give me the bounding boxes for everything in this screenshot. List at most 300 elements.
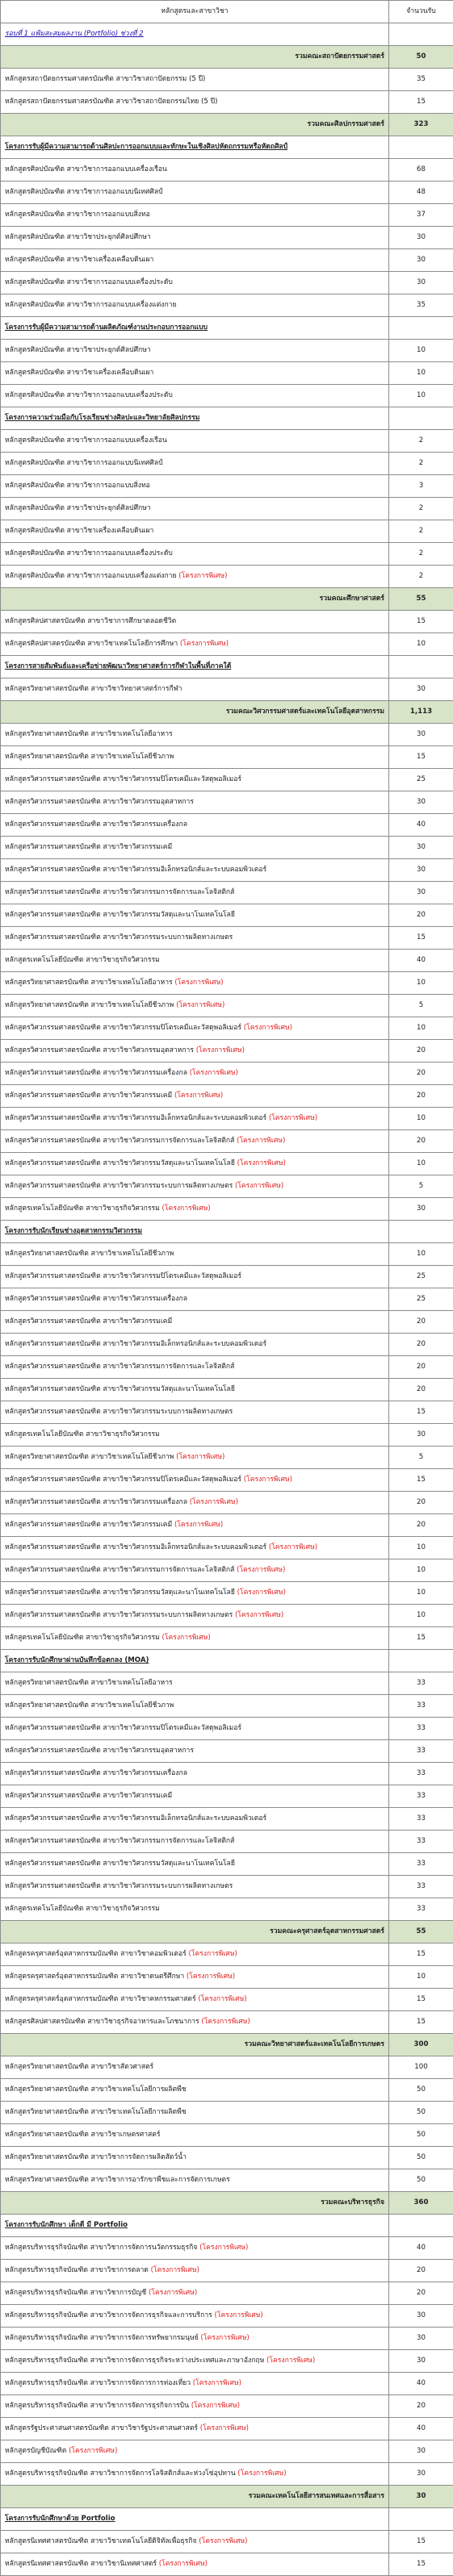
program-cell (1, 1175, 389, 1198)
seats-cell: 30 (389, 837, 453, 859)
seats-cell: 40 (389, 2418, 453, 2440)
seats-cell: 48 (389, 182, 453, 204)
special-project-tag: (โครงการพิเศษ) (162, 1204, 211, 1213)
program-name: หลักสูตรวิศวกรรมศาสตรบัณฑิต สาขาวิชาวิศวกรรมอุตสาหการ (5, 1747, 194, 1755)
table-row (1, 1627, 453, 1650)
program-cell (1, 407, 389, 430)
seats-cell: 30 (389, 2463, 453, 2486)
table-body (1, 23, 453, 2576)
seats-cell: 10 (389, 1559, 453, 1582)
program-name: หลักสูตรวิศวกรรมศาสตรบัณฑิต สาขาวิชาวิศวกรรมวัสดุและนาโนเทคโนโลยี (5, 1385, 235, 1393)
table-row (1, 1198, 453, 1221)
table-row (1, 520, 453, 543)
program-cell (1, 1943, 389, 1966)
program-name: หลักสูตรศิลปบัณฑิต สาขาวิชาประยุกต์ศิลปศึกษา (5, 504, 151, 512)
program-name: หลักสูตรนิเทศศาสตรบัณฑิต สาขาวิชานิเทศศาสตร์ (5, 2560, 157, 2568)
program-cell (1, 972, 389, 995)
table-row (1, 1785, 453, 1808)
section-header-row (1, 1650, 453, 1672)
program-cell (1, 1469, 389, 1492)
program-cell (1, 1876, 389, 1898)
program-name: หลักสูตรศิลปบัณฑิต สาขาวิชาการออกแบบเครื่องประดับ (5, 549, 173, 557)
program-name: หลักสูตรวิทยาศาสตรบัณฑิต สาขาวิชาเทคโนโลยีชีวภาพ (5, 1001, 174, 1009)
program-cell (1, 2418, 389, 2440)
seats-cell (389, 23, 453, 46)
special-project-tag: (โครงการพิเศษ) (244, 1476, 292, 1484)
table-row (1, 950, 453, 972)
program-cell (1, 2079, 389, 2102)
program-cell (1, 2102, 389, 2124)
seats-cell: 30 (389, 227, 453, 249)
special-project-tag: (โครงการพิเศษ) (269, 1114, 317, 1122)
program-name: หลักสูตรวิศวกรรมศาสตรบัณฑิต สาขาวิชาวิศวกรรมระบบการผลิตทางเกษตร (5, 1182, 233, 1190)
program-name: โครงการรับผู้มีความสามารถด้านศิลปะการออกแบบและทักษะในเชิงศิลปหัตถกรรมหรือหัตถศิลป์ (5, 143, 287, 151)
program-name: หลักสูตรรัฐประศาสนศาสตรบัณฑิต สาขาวิชารัฐประศาสนศาสตร์ (5, 2424, 198, 2432)
special-project-tag: (โครงการพิเศษ) (162, 1634, 211, 1642)
seats-cell (389, 317, 453, 340)
program-cell (1, 182, 389, 204)
seats-cell: 20 (389, 2395, 453, 2418)
program-cell (1, 2011, 389, 2034)
table-row (1, 882, 453, 904)
program-name: หลักสูตรสถาปัตยกรรมศาสตรบัณฑิต สาขาวิชาสถาปัตยกรรมไทย (5 ปี) (5, 98, 217, 106)
seats-cell: 37 (389, 204, 453, 227)
special-project-tag: (โครงการพิเศษ) (159, 2560, 208, 2568)
table-row (1, 2418, 453, 2440)
seats-cell: 30 (389, 2305, 453, 2328)
program-name: หลักสูตรศิลปบัณฑิต สาขาวิชาประยุกต์ศิลปศึกษา (5, 346, 151, 354)
program-name: หลักสูตรศิลปบัณฑิต สาขาวิชาการออกแบบนิเทศศิลป์ (5, 188, 163, 196)
table-row (1, 453, 453, 475)
special-project-tag: (โครงการพิเศษ) (180, 640, 229, 648)
special-project-tag: (โครงการพิเศษ) (151, 2266, 199, 2274)
program-cell (1, 91, 389, 114)
program-name: หลักสูตรบริหารธุรกิจบัณฑิต สาขาวิชาการจัดการนวัตกรรมธุรกิจ (5, 2244, 197, 2252)
program-name: โครงการรับผู้มีความสามารถด้านผลิตภัณฑ์งานประกอบการออกแบบ (5, 324, 208, 332)
special-project-tag: (โครงการพิเศษ) (237, 2470, 286, 2478)
section-header-row (1, 407, 453, 430)
program-name: หลักสูตรนิเทศศาสตรบัณฑิต สาขาวิชาเทคโนโลยีดิจิทัลเพื่อธุรกิจ (5, 2537, 197, 2545)
section-header-row (1, 2508, 453, 2531)
program-cell (1, 701, 389, 724)
program-name: หลักสูตรบริหารธุรกิจบัณฑิต สาขาวิชาการจัดการธุรกิจและการบริการ (5, 2311, 212, 2319)
program-cell (1, 2034, 389, 2056)
program-cell (1, 1672, 389, 1695)
program-name: หลักสูตรวิศวกรรมศาสตรบัณฑิต สาขาวิชาวิศวกรรมอุตสาหการ (5, 1046, 194, 1054)
program-name: โครงการความร่วมมือกับโรงเรียนช่างศิลปะและวิทยาลัยศิลปกรรม (5, 414, 199, 422)
program-name: หลักสูตรวิทยาศาสตรบัณฑิต สาขาวิชาเทคโนโลยีอาหาร (5, 730, 173, 738)
seats-cell (389, 407, 453, 430)
program-cell (1, 1221, 389, 1243)
seats-cell: 30 (389, 882, 453, 904)
program-cell (1, 1718, 389, 1740)
special-project-tag: (โครงการพิเศษ) (198, 1995, 246, 2003)
program-cell (1, 1040, 389, 1063)
program-cell (1, 1130, 389, 1153)
table-row (1, 1424, 453, 1447)
table-row (1, 678, 453, 701)
program-cell (1, 2215, 389, 2237)
table-row (1, 1130, 453, 1153)
seats-cell: 2 (389, 453, 453, 475)
program-cell (1, 1424, 389, 1447)
program-name: หลักสูตรวิศวกรรมศาสตรบัณฑิต สาขาวิชาวิศวกรรมเคมี (5, 1521, 172, 1529)
seats-cell: 20 (389, 1130, 453, 1153)
program-cell (1, 1288, 389, 1311)
seats-cell: 15 (389, 927, 453, 950)
program-name: หลักสูตรวิศวกรรมศาสตรบัณฑิต สาขาวิชาวิศวกรรมเคมี (5, 1092, 172, 1100)
program-cell (1, 678, 389, 701)
program-cell (1, 317, 389, 340)
program-cell (1, 995, 389, 1017)
faculty-total-seats: 55 (389, 1921, 453, 1943)
program-name: หลักสูตรวิศวกรรมศาสตรบัณฑิต สาขาวิชาวิศวกรรมการจัดการและโลจิสติกส์ (5, 1137, 234, 1145)
program-name: หลักสูตรศิลปบัณฑิต สาขาวิชาการออกแบบเครื่องประดับ (5, 278, 173, 286)
seats-cell: 33 (389, 1853, 453, 1876)
faculty-total-row (1, 701, 453, 724)
program-cell (1, 814, 389, 837)
program-cell (1, 2237, 389, 2260)
faculty-total-seats: 55 (389, 588, 453, 611)
table-row (1, 1447, 453, 1469)
program-cell (1, 430, 389, 453)
faculty-total-row (1, 2034, 453, 2056)
program-name: หลักสูตรวิทยาศาสตรบัณฑิต สาขาวิชาเทคโนโลยีการผลิตพืช (5, 2085, 187, 2094)
program-name: หลักสูตรเทคโนโลยีบัณฑิต สาขาวิชาธุรกิจวิศวกรรม (5, 1430, 160, 1438)
program-cell (1, 1311, 389, 1334)
program-cell (1, 294, 389, 317)
program-cell (1, 1514, 389, 1537)
seats-cell: 30 (389, 1424, 453, 1447)
seats-cell (389, 2215, 453, 2237)
program-cell (1, 2440, 389, 2463)
special-project-tag: (โครงการพิเศษ) (178, 572, 227, 580)
program-cell (1, 2508, 389, 2531)
table-row (1, 1266, 453, 1288)
table-row (1, 182, 453, 204)
program-name: หลักสูตรวิทยาศาสตรบัณฑิต สาขาวิชาวิทยาศาสตร์การกีฬา (5, 685, 182, 693)
program-cell (1, 837, 389, 859)
program-name: หลักสูตรบัญชีบัณฑิต (5, 2447, 66, 2455)
program-cell (1, 520, 389, 543)
seats-cell: 20 (389, 1514, 453, 1537)
faculty-total-seats: 30 (389, 2486, 453, 2508)
program-name: หลักสูตรวิศวกรรมศาสตรบัณฑิต สาขาวิชาวิศวกรรมวัสดุและนาโนเทคโนโลยี (5, 911, 235, 919)
table-row (1, 859, 453, 882)
special-project-tag: (โครงการพิเศษ) (193, 2379, 241, 2387)
program-name: หลักสูตรวิศวกรรมศาสตรบัณฑิต สาขาวิชาวิศวกรรมเครื่องกล (5, 1769, 187, 1777)
seats-cell: 15 (389, 91, 453, 114)
program-cell (1, 746, 389, 769)
program-name: หลักสูตรศิลปศาสตรบัณฑิต สาขาวิชาธุรกิจอาหารและโภชนาการ (5, 2018, 199, 2026)
table-row (1, 498, 453, 520)
special-project-tag: (โครงการพิเศษ) (237, 1159, 286, 1167)
faculty-total-row (1, 1921, 453, 1943)
program-name: รวมคณะครุศาสตร์อุตสาหกรรมศาสตร์ (270, 1927, 384, 1935)
program-name: หลักสูตรวิศวกรรมศาสตรบัณฑิต สาขาวิชาวิศวกรรมอิเล็กทรอนิกส์และระบบคอมพิวเตอร์ (5, 1543, 266, 1551)
program-cell (1, 340, 389, 362)
section-header-row (1, 317, 453, 340)
seats-cell: 68 (389, 159, 453, 182)
program-cell (1, 2305, 389, 2328)
table-row (1, 724, 453, 746)
table-row (1, 2147, 453, 2169)
program-cell (1, 904, 389, 927)
seats-cell: 10 (389, 972, 453, 995)
program-cell (1, 136, 389, 159)
program-name: หลักสูตรวิทยาศาสตรบัณฑิต สาขาวิชาเทคโนโลยีอาหาร (5, 1679, 173, 1687)
program-name: หลักสูตรวิศวกรรมศาสตรบัณฑิต สาขาวิชาวิศวกรรมการจัดการและโลจิสติกส์ (5, 1837, 234, 1845)
seats-cell: 10 (389, 362, 453, 385)
section-header-row (1, 136, 453, 159)
special-project-tag: (โครงการพิเศษ) (266, 2357, 315, 2365)
program-column-header: หลักสูตรและสาขาวิชา (1, 1, 389, 23)
special-project-tag: (โครงการพิเศษ) (244, 1024, 292, 1032)
seats-cell: 50 (389, 2169, 453, 2192)
program-name: หลักสูตรวิทยาศาสตรบัณฑิต สาขาวิชาการอารักขาพืชและการจัดการเกษตร (5, 2176, 230, 2184)
program-cell (1, 2124, 389, 2147)
program-name: รวมคณะศึกษาศาสตร์ (320, 595, 384, 603)
seats-cell: 30 (389, 791, 453, 814)
seats-cell: 33 (389, 1740, 453, 1763)
program-name: หลักสูตรวิศวกรรมศาสตรบัณฑิต สาขาวิชาวิศวกรรมเคมี (5, 1317, 172, 1326)
table-row (1, 1311, 453, 1334)
faculty-total-seats: 1,113 (389, 701, 453, 724)
program-name: โครงการสายสัมพันธ์และเครือข่ายพัฒนาวิทยาศาสตร์การกีฬาในพื้นที่ภาคใต้ (5, 662, 231, 670)
program-cell (1, 1447, 389, 1469)
seats-cell: 33 (389, 1695, 453, 1718)
seats-cell: 35 (389, 69, 453, 91)
table-row (1, 1831, 453, 1853)
program-cell (1, 1379, 389, 1401)
program-name: หลักสูตรบริหารธุรกิจบัณฑิต สาขาวิชาการจัดการธุรกิจระหว่างประเทศและภาษาอังกฤษ (5, 2357, 264, 2365)
table-row (1, 1514, 453, 1537)
seats-cell: 20 (389, 1063, 453, 1085)
seats-cell: 10 (389, 1108, 453, 1130)
table-row (1, 1718, 453, 1740)
program-cell (1, 2282, 389, 2305)
table-row (1, 1175, 453, 1198)
program-name: หลักสูตรวิทยาศาสตรบัณฑิต สาขาวิชาเกษตรศาสตร์ (5, 2131, 161, 2139)
program-name: หลักสูตรวิศวกรรมศาสตรบัณฑิต สาขาวิชาวิศวกรรมเครื่องกล (5, 1498, 187, 1506)
program-name: หลักสูตรวิศวกรรมศาสตรบัณฑิต สาขาวิชาวิศวกรรมเคมี (5, 1792, 172, 1800)
table-row (1, 1063, 453, 1085)
table-row (1, 1695, 453, 1718)
program-name: หลักสูตรวิศวกรรมศาสตรบัณฑิต สาขาวิชาวิศวกรรมวัสดุและนาโนเทคโนโลยี (5, 1159, 235, 1167)
special-project-tag: (โครงการพิเศษ) (235, 1611, 283, 1619)
faculty-total-row (1, 114, 453, 136)
seats-cell: 33 (389, 1718, 453, 1740)
program-name: หลักสูตรศิลปบัณฑิต สาขาวิชาเครื่องเคลือบดินเผา (5, 369, 153, 377)
seats-cell: 20 (389, 2260, 453, 2282)
program-cell (1, 611, 389, 633)
table-row (1, 475, 453, 498)
program-cell (1, 1537, 389, 1559)
special-project-tag: (โครงการพิเศษ) (237, 1137, 285, 1145)
seats-cell: 15 (389, 2553, 453, 2576)
program-cell (1, 1153, 389, 1175)
section-header-row (1, 1221, 453, 1243)
special-project-tag: (โครงการพิเศษ) (237, 1589, 286, 1597)
seats-cell: 50 (389, 2147, 453, 2169)
table-row (1, 362, 453, 385)
table-row (1, 769, 453, 791)
program-cell (1, 566, 389, 588)
program-name: หลักสูตรวิศวกรรมศาสตรบัณฑิต สาขาวิชาวิศวกรรมอิเล็กทรอนิกส์และระบบคอมพิวเตอร์ (5, 1114, 266, 1122)
program-cell (1, 2350, 389, 2373)
table-row (1, 2282, 453, 2305)
program-name: หลักสูตรศิลปบัณฑิต สาขาวิชาเครื่องเคลือบดินเผา (5, 256, 153, 264)
program-name: หลักสูตรวิทยาศาสตรบัณฑิต สาขาวิชาเทคโนโลยีอาหาร (5, 979, 173, 987)
seats-cell: 33 (389, 1672, 453, 1695)
seats-cell: 50 (389, 2079, 453, 2102)
table-row (1, 1989, 453, 2011)
table-row (1, 1492, 453, 1514)
program-name: หลักสูตรวิศวกรรมศาสตรบัณฑิต สาขาวิชาวิศวกรรมปิโตรเคมีและวัสดุพอลิเมอร์ (5, 775, 241, 783)
faculty-total-row (1, 588, 453, 611)
program-name: หลักสูตรวิศวกรรมศาสตรบัณฑิต สาขาวิชาวิศวกรรมวัสดุและนาโนเทคโนโลยี (5, 1860, 235, 1868)
table-row (1, 904, 453, 927)
table-row (1, 1740, 453, 1763)
seats-cell: 10 (389, 633, 453, 656)
table-row (1, 1898, 453, 1921)
seats-cell: 2 (389, 498, 453, 520)
program-name: หลักสูตรวิทยาศาสตรบัณฑิต สาขาวิชาเทคโนโลยีชีวภาพ (5, 1453, 174, 1461)
seats-cell: 15 (389, 1989, 453, 2011)
seats-cell: 15 (389, 1943, 453, 1966)
seats-cell: 20 (389, 904, 453, 927)
seats-cell: 50 (389, 2102, 453, 2124)
faculty-total-row (1, 46, 453, 69)
section-header-row (1, 2215, 453, 2237)
program-name: หลักสูตรวิทยาศาสตรบัณฑิต สาขาวิชาสัตวศาสตร์ (5, 2063, 153, 2071)
table-row (1, 2124, 453, 2147)
table-row (1, 2260, 453, 2282)
seats-cell: 15 (389, 2531, 453, 2553)
seats-cell: 30 (389, 859, 453, 882)
program-cell (1, 950, 389, 972)
seats-cell: 10 (389, 1017, 453, 1040)
table-row (1, 2079, 453, 2102)
table-row (1, 1401, 453, 1424)
program-cell (1, 1989, 389, 2011)
round-link-row (1, 23, 453, 46)
program-name: หลักสูตรวิศวกรรมศาสตรบัณฑิต สาขาวิชาวิศวกรรมปิโตรเคมีและวัสดุพอลิเมอร์ (5, 1724, 241, 1732)
program-cell (1, 1017, 389, 1040)
table-row (1, 1605, 453, 1627)
seats-cell: 15 (389, 1627, 453, 1650)
program-name: หลักสูตรวิทยาศาสตรบัณฑิต สาขาวิชาเทคโนโลยีชีวภาพ (5, 753, 174, 761)
program-name: หลักสูตรศิลปบัณฑิต สาขาวิชาการออกแบบเครื่องเรือน (5, 165, 167, 173)
seats-cell: 5 (389, 995, 453, 1017)
program-cell (1, 1763, 389, 1785)
program-name: หลักสูตรบริหารธุรกิจบัณฑิต สาขาวิชาการจัดการทรัพยากรมนุษย์ (5, 2334, 199, 2342)
program-cell (1, 362, 389, 385)
seats-cell: 15 (389, 611, 453, 633)
program-name: หลักสูตรวิศวกรรมศาสตรบัณฑิต สาขาวิชาวิศวกรรมเครื่องกล (5, 820, 187, 829)
special-project-tag: (โครงการพิเศษ) (188, 1950, 237, 1958)
seats-cell: 20 (389, 1334, 453, 1356)
table-row (1, 272, 453, 294)
program-cell (1, 2373, 389, 2395)
program-name: โครงการรับนักศึกษา เด็กดี มี Portfolio (5, 2221, 128, 2229)
program-cell (1, 1627, 389, 1650)
program-name: หลักสูตรบริหารธุรกิจบัณฑิต สาขาวิชาการตลาด (5, 2266, 149, 2274)
table-row (1, 2056, 453, 2079)
program-cell (1, 1492, 389, 1514)
seats-cell: 20 (389, 1379, 453, 1401)
table-header-row (1, 1, 453, 23)
program-cell (1, 1808, 389, 1831)
program-cell (1, 1401, 389, 1424)
table-row (1, 2169, 453, 2192)
special-project-tag: (โครงการพิเศษ) (69, 2447, 117, 2455)
table-row (1, 204, 453, 227)
seats-cell: 3 (389, 475, 453, 498)
seats-cell: 20 (389, 2282, 453, 2305)
seats-cell (389, 2508, 453, 2531)
program-name: รวมคณะบริหารธุรกิจ (321, 2198, 384, 2207)
table-row (1, 566, 453, 588)
program-cell (1, 791, 389, 814)
table-row (1, 995, 453, 1017)
special-project-tag: (โครงการพิเศษ) (200, 2424, 249, 2432)
program-cell (1, 2056, 389, 2079)
program-cell (1, 204, 389, 227)
special-project-tag: (โครงการพิเศษ) (190, 1498, 238, 1506)
table-row (1, 1808, 453, 1831)
program-name: หลักสูตรวิศวกรรมศาสตรบัณฑิต สาขาวิชาวิศวกรรมปิโตรเคมีและวัสดุพอลิเมอร์ (5, 1476, 241, 1484)
table-row (1, 385, 453, 407)
program-name: รวมคณะเทคโนโลยีสารสนเทศและการสื่อสาร (249, 2492, 384, 2500)
program-cell (1, 227, 389, 249)
special-project-tag: (โครงการพิเศษ) (237, 1566, 285, 1574)
program-name: รวมคณะศิลปกรรมศาสตร์ (308, 120, 384, 128)
program-cell (1, 114, 389, 136)
table-row (1, 2553, 453, 2576)
program-cell (1, 1356, 389, 1379)
table-row (1, 1853, 453, 1876)
table-row (1, 543, 453, 566)
table-row (1, 159, 453, 182)
seats-cell: 25 (389, 1266, 453, 1288)
seats-cell: 10 (389, 1605, 453, 1627)
program-name: หลักสูตรวิทยาศาสตรบัณฑิต สาขาวิชาการจัดการผลิตสัตว์น้ำ (5, 2153, 187, 2161)
special-project-tag: (โครงการพิเศษ) (269, 1543, 317, 1551)
seats-cell: 50 (389, 2124, 453, 2147)
seats-cell: 10 (389, 1153, 453, 1175)
seats-cell: 2 (389, 543, 453, 566)
round-link[interactable] (1, 23, 389, 46)
table-row (1, 1085, 453, 1108)
program-cell (1, 2463, 389, 2486)
program-cell (1, 385, 389, 407)
table-row (1, 1876, 453, 1898)
special-project-tag: (โครงการพิเศษ) (149, 2289, 197, 2297)
program-name: โครงการรับนักศึกษาด้วย Portfolio (5, 2515, 115, 2523)
program-name: หลักสูตรวิศวกรรมศาสตรบัณฑิต สาขาวิชาวิศวกรรมระบบการผลิตทางเกษตร (5, 1611, 233, 1619)
program-cell (1, 1695, 389, 1718)
seats-cell: 15 (389, 1469, 453, 1492)
program-name: โครงการรับนักเรียนช่างอุตสาหกรรมวิศวกรรม (5, 1227, 142, 1235)
faculty-total-seats: 50 (389, 46, 453, 69)
table-row (1, 1288, 453, 1311)
program-cell (1, 1921, 389, 1943)
seats-cell: 33 (389, 1831, 453, 1853)
table-row (1, 430, 453, 453)
seats-cell: 5 (389, 1447, 453, 1469)
seats-cell: 20 (389, 1311, 453, 1334)
